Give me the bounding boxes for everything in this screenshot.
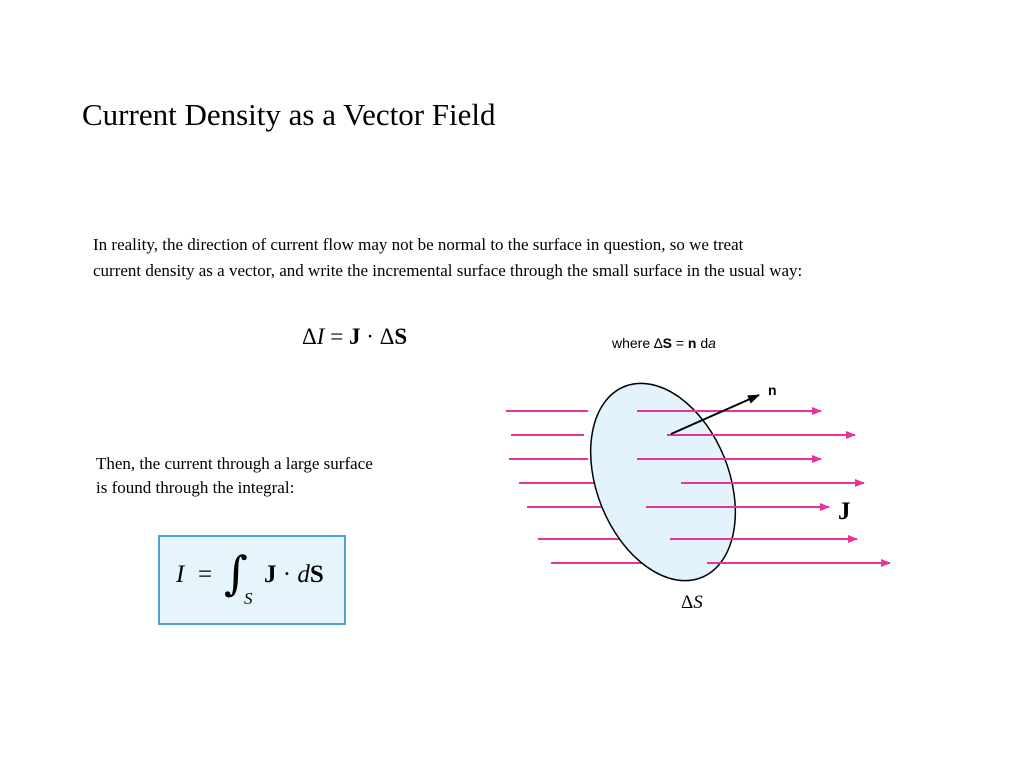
where-prefix: where [612,335,655,351]
eq1-J: J [348,324,361,349]
eq1-S: S [394,324,408,349]
eq1-delta: Δ [302,324,317,349]
eq2-dot: · [276,561,298,588]
then-line-2: is found through the integral: [96,478,295,497]
where-a: a [708,335,716,351]
where-S: S [662,335,672,351]
surface-label [681,592,703,614]
where-n: n [687,335,697,351]
normal-label: n [768,382,777,398]
slide-title: Current Density as a Vector Field [82,97,496,132]
eq1-delta2: Δ [379,324,395,349]
eq2-J: J [264,561,277,588]
surface-label-delta: Δ [681,592,694,613]
integral-subscript: S [244,589,253,608]
eq1-dot: · [360,324,380,349]
where-d: d [696,335,709,351]
eq1-equals: = [324,324,349,349]
surface-label-S: S [693,592,703,613]
eq1-I: I [316,324,325,349]
eq2-equals: = [198,561,213,588]
integral-sign: ∫ [224,546,248,600]
field-label: J [838,498,851,525]
eq2-d: d [297,561,310,588]
intro-line-2: current density as a vector, and write the incremental surface through the small surface in the usual way: [93,261,803,280]
eq2-S: S [309,561,324,588]
where-delta: ∆ [654,335,663,351]
eq2-I: I [176,561,185,588]
intro-line-1: In reality, the direction of current flow may not be normal to the surface in question, so we treat [93,235,744,254]
where-equals: = [671,335,688,351]
then-line-1: Then, the current through a large surface [96,454,373,473]
